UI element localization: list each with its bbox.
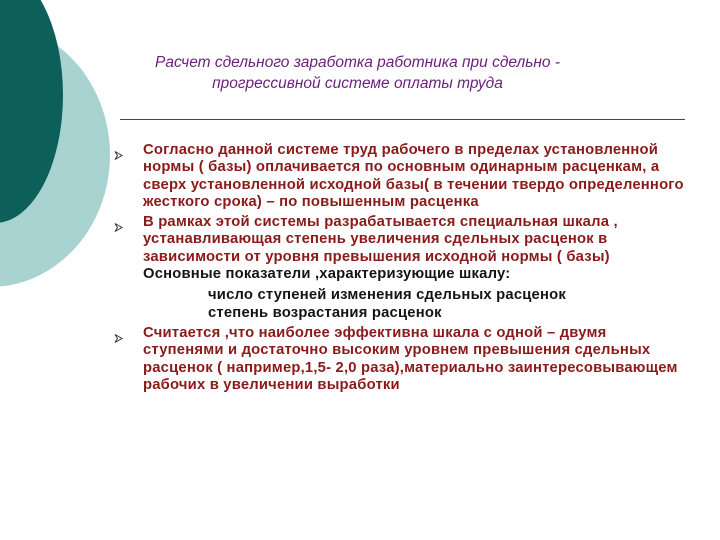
slide-title [120,52,595,94]
arrow-bullet-icon [114,148,123,165]
title-divider [120,119,685,120]
bullet-item-1 [118,142,688,211]
title-line-2: прогрессивной системе оплаты труда [212,75,503,92]
title-line-1: Расчет сдельного заработка работника при сдельно - [154,54,561,71]
bullet-item-3 [118,325,688,394]
sub-item: степень возрастания расценок [208,304,442,321]
bullet-text: Согласно данной системе труд рабочего в пределах установленной нормы ( базы) оплачивается по основным одинарным расценкам, а сверх установленной исходной базы( в течении твердо определенного жесткого срока) – по повышенным расценка [143,142,684,210]
arrow-bullet-icon [114,220,123,237]
arrow-bullet-icon [114,331,123,348]
bullet-text: В рамках этой системы разрабатывается специальная шкала , устанавливающая степень увеличения сдельных расценок в зависимости от уровня превышения исходной нормы ( базы) [143,214,618,265]
bullet-item-2 [118,214,688,266]
slide-body [118,142,688,394]
sub-heading: Основные показатели ,характеризующие шкалу: [143,266,511,283]
bullet-text: Считается ,что наиболее эффективна шкала с одной – двумя ступенями и достаточно высоким уровнем превышения сдельных расценок ( например,1,5- 2,0 раза),материально заинтересовывающем рабочих в увеличении выработки [143,324,678,393]
sub-item: число ступеней изменения сдельных расценок [208,287,566,304]
